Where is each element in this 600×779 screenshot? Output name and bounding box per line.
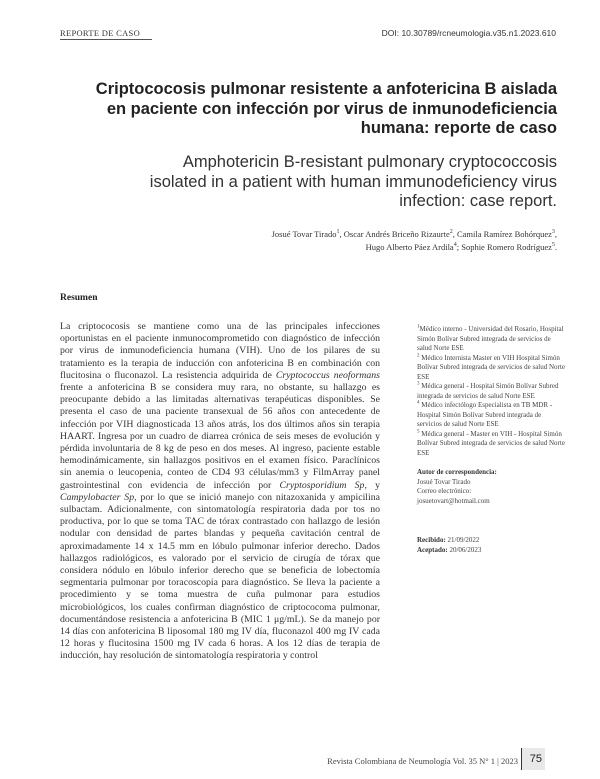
title-en-line: infection: case report.: [399, 192, 557, 210]
affiliation: $^5$ Médica general - Master en VIH - Hospital Simón Bolívar Subred integrada de servicios de salud Norte ESE: [417, 429, 565, 457]
title-es-line: humana: reporte de caso: [360, 119, 557, 137]
affiliation: $^2$ Médico Internista Master en VIH Hospital Simón Bolívar Subred integrada de servicios de salud Norte ESE: [417, 353, 565, 381]
title-english: [60, 153, 557, 212]
received-date: Recibido: 21/09/2022: [417, 536, 480, 544]
correspondence-email-label: Correo electrónico:: [417, 487, 472, 495]
organism-name: Cryptosporidium Sp: [279, 479, 365, 491]
correspondence-name: Josué Tovar Tirado: [417, 477, 471, 486]
footer-journal: Revista Colombiana de Neumología Vol. 35 N° 1 | 2023: [327, 756, 518, 766]
correspondence-email[interactable]: josuetovart@hotmail.com: [417, 496, 490, 505]
affiliation: $^3$ Médica general - Hospital Simón Bolívar Subred integrada de servicios de salud Norte ESE: [417, 381, 559, 400]
affiliations-sidebar: [417, 325, 565, 555]
author: Camila Ramírez Bohórquez$^3$,: [456, 229, 557, 239]
title-es-line: en paciente con infección por virus de inmunodeficiencia: [106, 99, 557, 118]
section-label: REPORTE DE CASO: [60, 28, 152, 40]
author: Josué Tovar Tirado$^1$,: [271, 229, 344, 239]
author: Sophie Romero Rodríguez$^5$.: [461, 241, 557, 252]
author: Oscar Andrés Briceño Rizaurte$^2$,: [343, 229, 457, 239]
affiliation: $^4$ Médico infectólogo Especialista en TB MDR - Hospital Simón Bolívar Subred integrada de servicios de salud Norte ESE: [417, 400, 553, 428]
abstract-paragraph: La criptococosis se mantiene como una de las principales infecciones oportunistas en el paciente inmunocomprometido con diagnóstico de infección por virus de inmunodeficiencia humana (VIH). Uno de los pilares de su tratamiento es la terapia de inducción con anfotericina B en combinación con flucitosina o fluconazol. La resistencia adquirida de Cryptococcus neoformans frente a anfotericina B se considera muy rara, no obstante, su hallazgo es preocupante debido a las limitadas alternativas terapéuticas disponibles. Se presenta el caso de una paciente transexual de 56 años con antecedente de infección por VIH diagnosticada 13 años atrás, los dos últimos años sin terapia HAART. Ingresa por un cuadro de diarrea crónica de seis meses de evolución y pérdida involuntaria de 8 kg de peso en dos meses. Al ingreso, paciente estable hemodinámicamente, sin hallazgos positivos en el examen físico. Paraclínicos sin anemia o leucopenia, conteo de CD4 93 células/mm3 y FilmArray panel gastrointestinal con evidencia de infección por Cryptosporidium Sp, y Campylobacter Sp, por lo que se inició manejo con nitazoxanida y ampicilina sulbactam. Adicionalmente, con sintomatología respiratoria dada por tos no productiva, por lo que se toma TAC de tórax contrastado con hallazgo de lesión nodular con densidad de partes blandas y pequeña cavitación central de aproximadamente 14 x 14.5 mm en lóbulo pulmonar inferior derecho. Dados hallazgos radiológicos, es valorado por el servicio de cirugía de tórax que considera nódulo en lóbulo inferior derecho que se beneficia de lobectomía segmentaria pulmonar por toracoscopia para diagnóstico. Se lleva la paciente a procedimiento y se toma muestra de cuña pulmonar para estudios microbiológicos, los cuales confirman diagnóstico de criptococoma pulmonar, documentándose resistencia a anfotericina B (MIC 1 μg/mL). Se da manejo por 14 días con anfotericina B liposomal 180 mg IV día, fluconazol 400 mg IV cada 12 horas y flucitosina 1500 mg IV cada 6 horas. A los 12 días de terapia de inducción, hay resolución de sintomatología respiratoria y control: [60, 321, 381, 662]
title-en-line: Amphotericin B-resistant pulmonary cryptococcosis: [182, 153, 557, 171]
accepted-date: Aceptado: 20/06/2023: [417, 545, 482, 554]
resumen-heading: Resumen: [60, 293, 98, 303]
page-number: 75: [521, 748, 545, 770]
abstract-body: [60, 321, 380, 663]
correspondence-heading: Autor de correspondencia:: [417, 468, 497, 476]
correspondence-block: [417, 468, 565, 506]
author-list: [180, 228, 557, 253]
doi[interactable]: DOI: 10.30789/rcneumologia.v35.n1.2023.610: [381, 28, 556, 38]
dates-block: [417, 536, 565, 555]
author: Hugo Alberto Páez Ardila$^4$;: [365, 241, 462, 252]
title-es-line: Criptococosis pulmonar resistente a anfotericina B aislada: [95, 80, 557, 98]
title-spanish: [60, 80, 557, 139]
affiliation: $^1$Médico interno - Universidad del Rosario, Hospital Simón Bolívar Subred integrada de servicios de salud Norte ESE: [417, 324, 564, 352]
title-en-line: isolated in a patient with human immunodeficiency virus: [149, 172, 557, 191]
organism-name: Campylobacter Sp: [60, 491, 135, 503]
organism-name: Cryptococcus neoformans: [275, 369, 380, 381]
